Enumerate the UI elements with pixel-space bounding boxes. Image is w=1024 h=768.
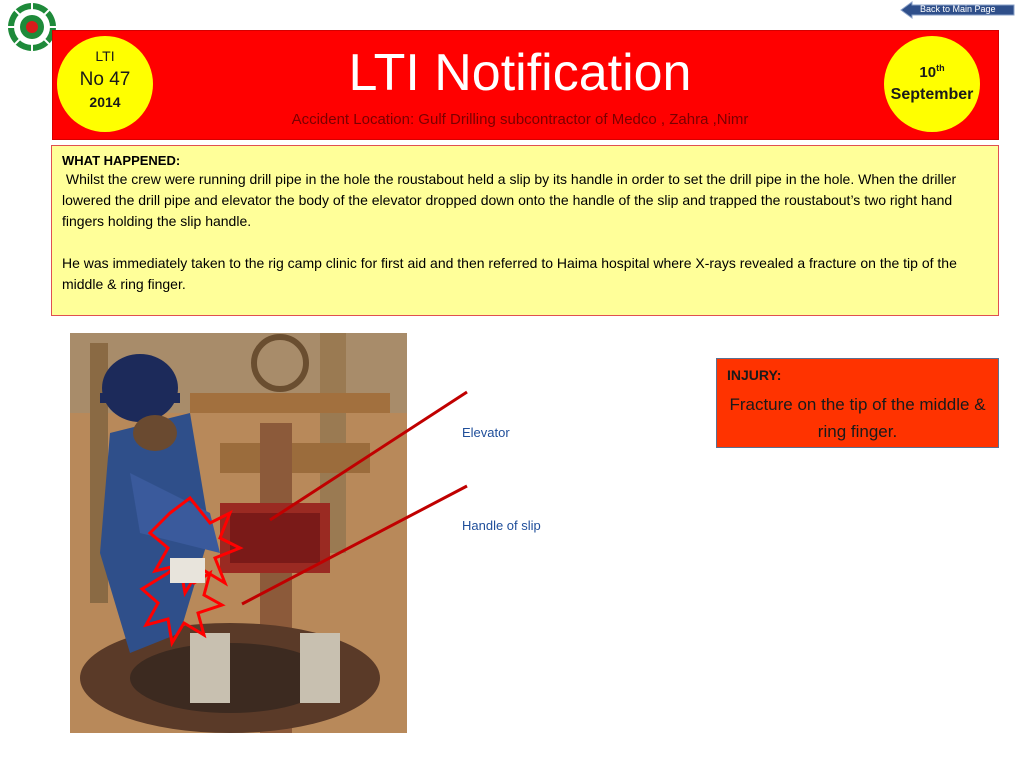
- page-title: LTI Notification: [348, 44, 692, 102]
- callout-lines: [230, 380, 480, 620]
- accident-location: Accident Location: Gulf Drilling subcontractor of Medco , Zahra ,Nimr: [291, 111, 749, 128]
- elevator-label: Elevator: [462, 425, 510, 440]
- badge-lti-number: No 47: [79, 69, 131, 90]
- what-happened-paragraph-1: [62, 169, 988, 232]
- back-to-main-page-button[interactable]: [900, 1, 1016, 19]
- what-happened-text-1: Whilst the crew were running drill pipe in the hole the roustabout held a slip by its handle in order to set the drill pipe in the hole. When the driller lowered the drill pipe and elevator the body of the elevator dropped down onto the handle of the slip and trapped the roustabout’s two right hand fingers holding the slip handle.: [62, 171, 957, 229]
- date-badge: [884, 36, 980, 132]
- badge-year: 2014: [89, 94, 121, 110]
- injury-label: INJURY:: [727, 367, 782, 383]
- lti-number-badge: [57, 36, 153, 132]
- date-month: September: [890, 86, 974, 103]
- date-day: [884, 63, 980, 81]
- what-happened-label: WHAT HAPPENED:: [62, 153, 181, 168]
- back-button-label: Back to Main Page: [920, 4, 996, 14]
- injury-box: [716, 358, 999, 448]
- slip-callout-line: [242, 486, 467, 604]
- date-day-suffix: th: [936, 63, 945, 73]
- injury-description: Fracture on the tip of the middle & ring finger.: [729, 395, 986, 441]
- handle-of-slip-label: Handle of slip: [462, 518, 541, 533]
- badge-lti-label: LTI: [95, 48, 115, 64]
- what-happened-paragraph-2: He was immediately taken to the rig camp clinic for first aid and then referred to Haima hospital where X-rays revealed a fracture on the tip of the middle & ring finger.: [62, 255, 957, 292]
- what-happened-box: [51, 145, 999, 316]
- date-day-number: 10: [919, 64, 937, 81]
